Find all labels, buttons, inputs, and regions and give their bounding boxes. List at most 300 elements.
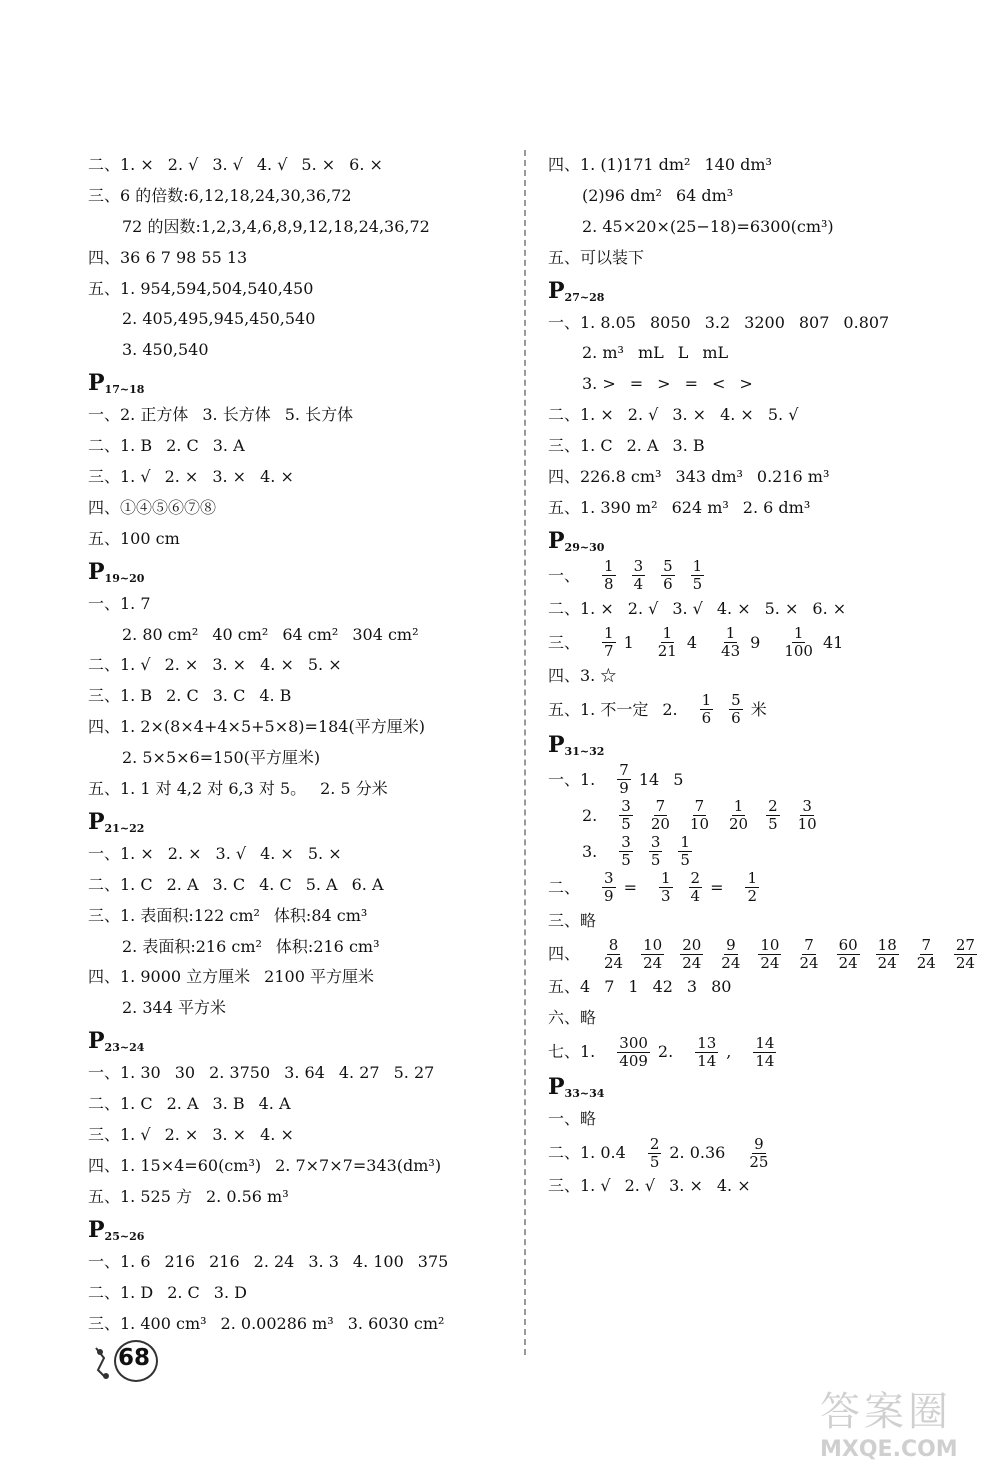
answer-line: [88, 274, 508, 305]
answer-segment: 3. 64: [284, 1063, 325, 1083]
fraction: [678, 834, 692, 869]
answer-segment: 5. ×: [301, 155, 336, 174]
section-page-range: 23~24: [104, 1041, 145, 1055]
answer-text: 9: [750, 632, 761, 652]
answer-line: [88, 589, 508, 620]
fraction: [617, 1035, 650, 1070]
answer-text: 3.: [582, 841, 598, 861]
section-page-letter: P: [548, 277, 565, 304]
answer-segment: 4. 100: [352, 1251, 404, 1271]
answer-line: [548, 150, 968, 181]
answer-segment: 2. 45×20×(25−18)=6300(cm³): [582, 216, 834, 236]
fraction: [766, 798, 780, 833]
answer-segment: 2. 5 分米: [320, 779, 388, 799]
answer-segment: 四、①④⑤⑥⑦⑧: [88, 497, 217, 517]
answer-segment: 2. ×: [164, 1125, 199, 1145]
answer-line: [548, 431, 968, 462]
fraction-denominator: 9: [619, 779, 629, 798]
answer-segment: L: [677, 343, 689, 363]
section-page-letter: P: [88, 808, 105, 835]
answer-segment: 五、1. 390 m²: [548, 497, 658, 517]
answer-line: [88, 524, 508, 555]
answer-segment: 140 dm³: [704, 155, 772, 174]
answer-segment: 2. ×: [164, 467, 199, 487]
section-page-range: 21~22: [104, 821, 145, 835]
answer-segment: 一、1. 6: [88, 1251, 151, 1271]
fraction: [876, 937, 899, 972]
answer-segment: 2. A: [166, 874, 199, 894]
section-page-letter: P: [88, 370, 105, 397]
answer-line: [88, 743, 508, 774]
answer-segment: mL: [702, 343, 729, 363]
answer-segment: 五、可以装下: [548, 247, 645, 267]
fraction-numerator: 8: [608, 935, 619, 954]
answer-text: 七、1.: [548, 1042, 596, 1062]
section-page-letter: P: [548, 527, 565, 554]
fraction-numerator: 3: [633, 557, 644, 576]
fraction-denominator: 100: [784, 642, 813, 661]
answer-text: 2. 0.36: [669, 1143, 726, 1163]
answer-segment: 1: [628, 977, 639, 997]
answer-segment: 三、1. √: [548, 1176, 611, 1196]
answer-segment: 2. C: [167, 1282, 200, 1302]
fraction-denominator: 21: [657, 642, 677, 661]
answer-segment: 4. C: [259, 874, 292, 894]
answer-segment: 3. √: [672, 598, 703, 618]
answer-line: [548, 1171, 968, 1202]
answer-segment: 三、略: [548, 910, 597, 930]
answer-line: [88, 400, 508, 431]
answer-segment: 8050: [649, 312, 691, 332]
section-heading: [88, 555, 508, 589]
answer-line: [548, 762, 968, 798]
fraction: [632, 558, 646, 593]
fraction-numerator: 1: [604, 624, 614, 643]
answer-line: [88, 712, 508, 743]
fraction-denominator: 14: [697, 1051, 717, 1070]
fraction: [689, 870, 703, 905]
fraction-numerator: 10: [643, 935, 663, 954]
fraction-denominator: 9: [604, 887, 614, 906]
answer-line: [88, 993, 508, 1024]
answer-line: [548, 594, 968, 625]
fraction: [758, 937, 781, 972]
answer-line: [88, 620, 508, 651]
answer-segment: 3. ×: [212, 655, 247, 675]
answer-segment: 3. 长方体: [202, 405, 271, 425]
answer-segment: >: [657, 374, 671, 394]
answer-segment: 4. ×: [716, 1176, 751, 1196]
answer-line: [88, 774, 508, 805]
answer-segment: 2. 6 dm³: [742, 497, 811, 517]
fraction-numerator: 10: [760, 935, 780, 954]
answer-segment: 3. C: [212, 874, 246, 894]
answer-segment: 五、1. 1 对 4,2 对 6,3 对 5。: [88, 779, 307, 799]
answer-segment: >: [739, 374, 753, 394]
fraction-numerator: 9: [726, 935, 736, 954]
answer-segment: 0.216 m³: [756, 467, 830, 487]
answer-segment: <: [711, 374, 726, 394]
fraction-denominator: 5: [649, 1152, 660, 1171]
fraction-numerator: 1: [701, 691, 712, 710]
fraction-denominator: 24: [799, 953, 819, 972]
section-page-letter: P: [548, 1074, 565, 1101]
answer-segment: 一、2. 正方体: [88, 405, 189, 425]
fraction-numerator: 1: [793, 624, 804, 643]
answer-segment: 3. 3: [308, 1251, 339, 1271]
answer-segment: 三、1. B: [88, 686, 153, 706]
answer-segment: 体积:84 cm³: [273, 905, 368, 925]
answer-segment: 4. ×: [260, 655, 294, 675]
page-number: 68: [118, 1345, 151, 1371]
answer-segment: 2. 7×7×7=343(dm³): [275, 1155, 442, 1175]
answer-line: [548, 1104, 968, 1135]
fraction-denominator: 5: [650, 851, 661, 870]
fraction-denominator: 24: [838, 953, 858, 972]
answer-segment: 4. B: [259, 686, 292, 706]
answer-segment: 四、3. ☆: [548, 665, 617, 685]
answer-segment: 3. B: [212, 1094, 245, 1114]
answer-segment: 2100 平方厘米: [264, 967, 374, 987]
section-heading: [88, 1213, 508, 1247]
answer-text: ,: [726, 1042, 732, 1062]
answer-segment: 3. √: [215, 843, 247, 863]
answer-segment: 三、1. √: [88, 1125, 151, 1145]
answer-segment: 四、226.8 cm³: [548, 467, 662, 487]
answer-line: [88, 1182, 508, 1213]
fraction-denominator: 5: [621, 851, 631, 870]
answer-line: [88, 1247, 508, 1278]
answer-segment: 一、1. ×: [88, 843, 154, 863]
answer-segment: 64 dm³: [675, 185, 734, 205]
answer-segment: 3. √: [212, 155, 243, 174]
section-heading: [88, 366, 508, 400]
fraction-denominator: 43: [721, 642, 741, 661]
answer-segment: 3. A: [212, 436, 245, 456]
answer-segment: 2. 表面积:216 cm²: [122, 936, 262, 956]
answer-segment: 40 cm²: [212, 624, 269, 644]
fraction: [782, 625, 815, 660]
fraction: [661, 558, 675, 593]
fraction-denominator: 24: [721, 953, 741, 972]
fraction: [688, 798, 711, 833]
answer-segment: 二、1. B: [88, 436, 153, 456]
fraction-numerator: 3: [621, 797, 631, 816]
answer-segment: 2. 3750: [209, 1063, 271, 1083]
watermark-url: MXQE.COM: [820, 1437, 958, 1462]
answer-text: 1: [623, 632, 634, 652]
answer-segment: 624 m³: [671, 497, 729, 517]
fraction: [602, 937, 625, 972]
fraction-denominator: 10: [689, 815, 709, 834]
answer-line: [88, 1120, 508, 1151]
section-page-range: 17~18: [104, 383, 145, 397]
answer-segment: =: [684, 374, 698, 394]
fraction: [619, 798, 633, 833]
answer-line: [548, 212, 968, 243]
fraction-numerator: 13: [697, 1033, 717, 1052]
answer-text: 41: [822, 632, 844, 652]
answer-line: [548, 906, 968, 937]
answer-segment: 2. 80 cm²: [122, 624, 199, 644]
answer-line: [88, 1309, 508, 1340]
section-page-letter: P: [548, 731, 565, 758]
answer-line: [88, 431, 508, 462]
fraction-denominator: 409: [619, 1051, 648, 1070]
fraction-denominator: 5: [621, 815, 631, 834]
answer-segment: 3. 6030 cm²: [347, 1313, 445, 1333]
section-heading: [548, 1070, 968, 1104]
answer-text: 四、: [548, 944, 581, 964]
answer-segment: 5. ×: [307, 843, 342, 863]
fraction-denominator: 6: [663, 575, 673, 594]
answer-segment: 3. ×: [672, 405, 707, 425]
answer-line: [88, 150, 508, 181]
answer-line: [88, 870, 508, 901]
column-divider: [524, 150, 526, 1355]
answer-line: [548, 1135, 968, 1171]
answer-text: 一、: [548, 565, 581, 585]
answer-segment: 4. ×: [720, 405, 754, 425]
answer-line: [88, 462, 508, 493]
fraction-denominator: 20: [650, 815, 670, 834]
fraction-numerator: 7: [921, 935, 932, 954]
answer-segment: 五、4: [548, 977, 591, 997]
fraction-numerator: 9: [754, 1134, 764, 1153]
fraction: [954, 937, 977, 972]
answer-text: 米: [750, 699, 767, 719]
answer-text: 2.: [662, 699, 678, 719]
answer-segment: 2. 5×5×6=150(平方厘米): [122, 748, 321, 768]
answer-text: 14: [638, 769, 660, 789]
answer-line: [88, 932, 508, 963]
answer-segment: 二、1. C: [88, 1094, 153, 1114]
fraction-denominator: 24: [682, 953, 702, 972]
fraction: [719, 937, 742, 972]
answer-segment: 2. √: [167, 155, 199, 174]
answer-line: [88, 1089, 508, 1120]
fraction-numerator: 60: [838, 935, 858, 954]
answer-segment: 6. ×: [812, 598, 847, 618]
answer-segment: 二、1. √: [88, 655, 151, 675]
answer-line: [88, 181, 508, 212]
fraction-numerator: 7: [655, 797, 666, 816]
answer-segment: 六、略: [548, 1008, 597, 1028]
fraction: [727, 798, 750, 833]
answer-segment: 五、100 cm: [88, 528, 180, 548]
fraction: [648, 1136, 662, 1171]
answer-segment: 四、1. 15×4=60(cm³): [88, 1155, 262, 1175]
answer-segment: 二、1. ×: [88, 155, 154, 174]
fraction: [753, 1035, 776, 1070]
answer-text: 一、1.: [548, 769, 596, 789]
answer-line: [548, 1034, 968, 1070]
fraction: [915, 937, 938, 972]
answer-segment: 2. m³: [582, 343, 624, 363]
fraction-numerator: 5: [663, 557, 673, 576]
section-page-letter: P: [88, 558, 105, 585]
answer-segment: 0.807: [843, 312, 890, 332]
fraction: [602, 870, 616, 905]
answer-segment: 四、1. 2×(8×4+4×5+5×8)=184(平方厘米): [88, 717, 425, 737]
answer-segment: 三、1. 表面积:122 cm²: [88, 905, 260, 925]
section-heading: [548, 274, 968, 308]
answer-line: [548, 243, 968, 274]
answer-segment: 2. 0.00286 m³: [220, 1313, 334, 1333]
fraction: [729, 692, 743, 727]
answer-segment: (2)96 dm²: [582, 185, 662, 205]
answer-segment: 5. 长方体: [284, 405, 354, 425]
fraction-denominator: 4: [690, 887, 701, 906]
answer-line: [88, 493, 508, 524]
answer-segment: 4. ×: [260, 1125, 294, 1145]
answer-line: [88, 962, 508, 993]
fraction-numerator: 1: [604, 557, 614, 576]
answer-text: =: [623, 877, 637, 897]
answer-segment: 5. 27: [393, 1063, 435, 1083]
answer-segment: 2. 405,495,945,450,540: [122, 309, 316, 329]
answer-segment: 2. C: [166, 686, 199, 706]
answer-text: 二、1. 0.4: [548, 1143, 626, 1163]
fraction-denominator: 24: [643, 953, 663, 972]
answer-segment: 四、36 6 7 98 55 13: [88, 247, 248, 267]
fraction-numerator: 1: [747, 869, 758, 888]
answer-segment: 30: [174, 1063, 196, 1083]
answer-segment: 5. A: [305, 874, 338, 894]
answer-segment: 一、1. 30: [88, 1063, 161, 1083]
answer-segment: 3. ×: [669, 1176, 703, 1196]
section-heading: [88, 805, 508, 839]
answer-segment: 3. C: [212, 686, 246, 706]
section-page-range: 29~30: [564, 540, 605, 554]
answer-segment: 二、1. ×: [548, 598, 614, 618]
answer-segment: 3. D: [213, 1282, 247, 1302]
fraction-numerator: 1: [662, 624, 673, 643]
answer-segment: 2. √: [624, 1176, 656, 1196]
answer-segment: 4. ×: [260, 843, 294, 863]
fraction-numerator: 7: [619, 761, 629, 780]
answer-line: [548, 625, 968, 661]
answer-text: 五、1. 不一定: [548, 699, 649, 719]
answer-segment: 5. √: [767, 405, 799, 425]
fraction-denominator: 4: [633, 575, 644, 594]
answer-segment: 四、1. 9000 立方厘米: [88, 967, 251, 987]
fraction-denominator: 6: [701, 709, 712, 728]
answer-segment: 42: [652, 977, 673, 997]
answer-segment: 343 dm³: [675, 467, 743, 487]
fraction: [695, 1035, 718, 1070]
fraction-numerator: 3: [802, 797, 812, 816]
fraction-denominator: 24: [604, 953, 624, 972]
fraction-numerator: 20: [682, 935, 702, 954]
answer-line: [548, 834, 968, 870]
fraction-denominator: 24: [760, 953, 780, 972]
fraction-numerator: 1: [680, 833, 690, 852]
answer-segment: 一、1. 7: [88, 593, 151, 613]
answer-segment: 3. B: [672, 436, 705, 456]
fraction-denominator: 3: [660, 887, 671, 906]
answer-line: [88, 1151, 508, 1182]
section-page-letter: P: [88, 1216, 105, 1243]
fraction-denominator: 14: [755, 1051, 775, 1070]
answer-line: [548, 462, 968, 493]
answer-segment: 3. 450,540: [122, 340, 209, 360]
answer-segment: 5. ×: [307, 655, 342, 675]
fraction-denominator: 5: [768, 815, 778, 834]
answer-line: [88, 212, 508, 243]
fraction: [602, 625, 616, 660]
answer-text: 2.: [582, 805, 598, 825]
answer-line: [88, 243, 508, 274]
answer-line: [548, 661, 968, 692]
answer-segment: 2. 344 平方米: [122, 998, 226, 1018]
answer-segment: 一、1. 8.05: [548, 312, 636, 332]
fraction-numerator: 2: [649, 1134, 660, 1153]
answer-segment: 2. √: [627, 405, 659, 425]
answer-segment: =: [629, 374, 644, 394]
answer-segment: 体积:216 cm³: [275, 936, 380, 956]
fraction-numerator: 2: [768, 797, 778, 816]
answer-segment: 二、1. ×: [548, 405, 614, 425]
fraction: [797, 937, 820, 972]
fraction-numerator: 18: [877, 935, 897, 954]
fraction-denominator: 24: [916, 953, 936, 972]
answer-segment: 2. 24: [253, 1251, 295, 1271]
answer-segment: 2. ×: [164, 655, 199, 675]
fraction: [747, 1136, 770, 1171]
fraction-numerator: 7: [804, 935, 814, 954]
fraction: [602, 558, 616, 593]
section-page-range: 33~34: [564, 1087, 605, 1101]
answer-text: 2.: [657, 1042, 674, 1062]
answer-text: =: [710, 877, 724, 897]
watermark: [820, 1380, 990, 1466]
answer-line: [548, 870, 968, 906]
section-page-range: 31~32: [564, 744, 605, 758]
watermark-logo: 答案圈: [820, 1389, 952, 1435]
fraction: [796, 798, 819, 833]
answer-segment: 2. A: [626, 436, 659, 456]
answer-line: [88, 1278, 508, 1309]
answer-segment: 3.2: [704, 312, 731, 332]
answer-segment: 3. >: [582, 374, 616, 394]
answer-line: [548, 692, 968, 728]
answer-segment: 三、1. 400 cm³: [88, 1313, 207, 1333]
fraction-denominator: 20: [729, 815, 749, 834]
answer-segment: 216: [164, 1251, 196, 1271]
answer-segment: 4. 27: [338, 1063, 380, 1083]
fraction: [659, 870, 673, 905]
answer-line: [548, 493, 968, 524]
answer-segment: 807: [798, 312, 830, 332]
fraction: [649, 798, 672, 833]
answer-line: [88, 901, 508, 932]
answer-segment: 216: [209, 1251, 240, 1271]
fraction-numerator: 1: [733, 797, 744, 816]
answer-line: [548, 972, 968, 1003]
answer-segment: mL: [637, 343, 664, 363]
answer-text: 4: [686, 632, 698, 652]
fraction-numerator: 27: [955, 935, 975, 954]
answer-segment: 3. ×: [212, 467, 247, 487]
fraction-denominator: 6: [731, 709, 741, 728]
fraction-numerator: 2: [690, 869, 701, 888]
fraction-numerator: 5: [731, 691, 741, 710]
section-heading: [548, 728, 968, 762]
answer-segment: 375: [417, 1251, 449, 1271]
fraction-denominator: 24: [877, 953, 897, 972]
answer-line: [88, 681, 508, 712]
